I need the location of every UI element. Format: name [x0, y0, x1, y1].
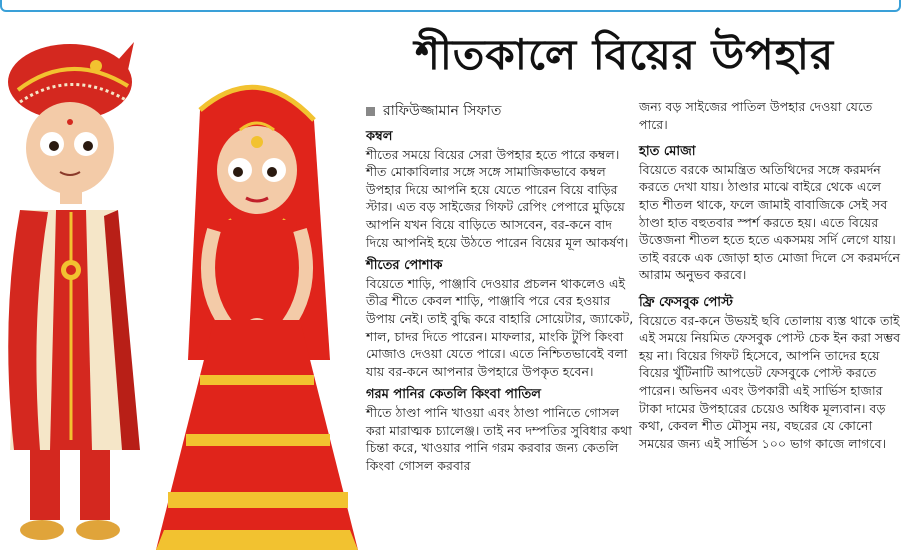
section-title-facebook: ফ্রি ফেসবুক পোস্ট	[639, 294, 733, 310]
section-body-kettle: শীতে ঠাণ্ডা পানি খাওয়া এবং ঠাণ্ডা পানিতে গোসল করা মারাত্মক চ্যালেঞ্জ। তাই নব দম্পতির সুবিধার কথা চিন্তা করে, খাওয়ার পানি গরম করবার জন্য কেতলি কিংবা গোসল করবার	[366, 404, 632, 473]
section-body-facebook: বিয়েতে বর-কনে উভয়ই ছবি তোলায় ব্যস্ত থাকে তাই এই সময়ে নিয়মিত ফেসবুক পোস্ট চেক ইন করা সম্ভব হয় না। বিয়ের গিফট হিসেবে, আপনি তাদের হয়ে বিয়ের খুঁটিনাটি আপডেট ফেসবুকে পোস্ট করতে পারেন। অভিনব এবং উপকারী এই সার্ভিস হাজার টাকা দামের উপহারের চেয়েও অধিক মূল্যবান। বড় কথা, কেবল শীত মৌসুম নয়, বছরের যে কোনো সময়ের জন্য এই সার্ভিস ১০০ ভাগ কাজে লাগবে।	[639, 312, 901, 451]
section-body-blanket: শীতের সময়ে বিয়ের সেরা উপহার হতে পারে কম্বল। শীত মোকাবিলার সঙ্গে সঙ্গে সামাজিকভাবে কম্বল উপহার দিয়ে আপনি হয়ে যেতে পারেন বিয়ে বাড়ির স্টার। এত বড় সাইজের গিফট রেপিং পেপারে মুড়িয়ে আপনি যখন বিয়ে বাড়িতে আসবেন, বর-কনে বাদ দিয়ে আপনিই হয়ে উঠতে পারেন বিয়ের মূল আকর্ষণ।	[366, 146, 629, 250]
top-frame	[0, 0, 921, 14]
article-column-left	[366, 128, 634, 474]
section-title-gloves: হাত মোজা	[639, 144, 696, 160]
section-body-gloves: বিয়েতে বরকে আমন্ত্রিত অতিথিদের সঙ্গে করমর্দন করতে দেখা যায়। ঠাণ্ডার মাঝে বাইরে থেকে এলে হাত শীতল থাকে, ফলে জামাই বাবাজিকে সেই সব ঠাণ্ডা হাত বহুতবার স্পর্শ করতে হয়। এতে বিয়ের উত্তেজনা শীতল হতে হতে একসময় সর্দি লেগে যায়। তাই বরকে এক জোড়া হাত মোজা দিলে সে করমর্দনে আরাম অনুভব করবে।	[639, 161, 900, 283]
wedding-couple-illustration	[0, 20, 360, 558]
continuation-text: জন্য বড় সাইজের পাতিল উপহার দেওয়া যেতে পারে।	[639, 99, 873, 132]
bride-figure	[156, 87, 358, 550]
byline	[366, 99, 501, 123]
headline: শীতকালে বিয়ের উপহার	[415, 30, 835, 79]
article-column-right	[639, 98, 901, 452]
groom-figure	[8, 42, 140, 540]
author-name: রাফিউজ্জামান সিফাত	[383, 103, 502, 119]
byline-square-icon	[366, 107, 375, 116]
section-body-winter-clothes: বিয়েতে শাড়ি, পাঞ্জাবি দেওয়ার প্রচলন থাকলেও এই তীব্র শীতে কেবল শাড়ি, পাঞ্জাবি পরে বের হওয়ার উপায় নেই। তাই বুদ্ধি করে বাহারি সোয়েটার, জ্যাকেট, শাল, চাদর দিতে পারেন। মাফলার, মাংকি টুপি কিংবা মোজাও দেওয়া যেতে পারে। এতে নিশ্চিতভাবেই বলা যায় বর-কনে আপনার উপহারে উপকৃত হবেন।	[366, 275, 634, 379]
section-title-winter-clothes: শীতের পোশাক	[366, 258, 443, 274]
section-title-blanket: কম্বল	[366, 129, 393, 144]
section-title-kettle: গরম পানির কেতলি কিংবা পাতিল	[366, 387, 541, 403]
